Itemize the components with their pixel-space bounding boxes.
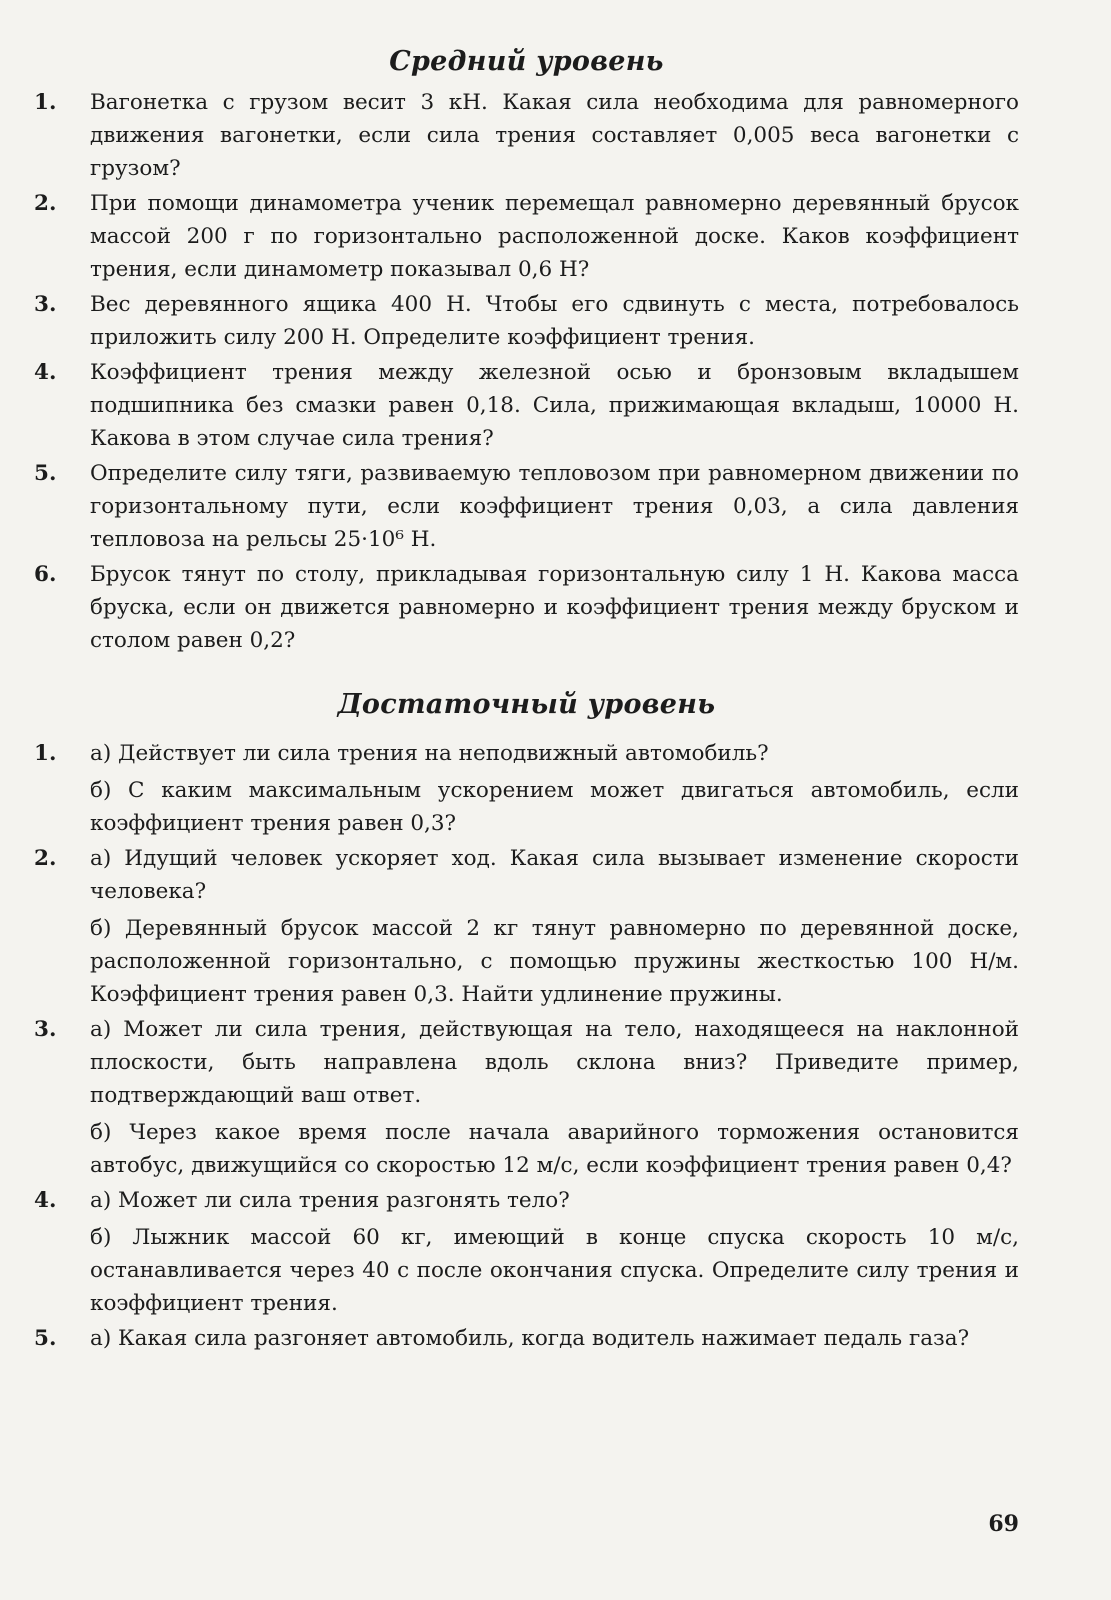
problem-part-a: а) Идущий человек ускоряет ход. Какая сила вызывает изменение скорости человека?: [90, 846, 1019, 904]
section-title-sufficient-level: Достаточный уровень: [337, 689, 716, 720]
problem-text: Коэффициент трения между железной осью и бронзовым вкладышем подшипника без смазки равен 0,18. Сила, прижимающая вкладыш, 10000 Н. Какова в этом случае сила трения?: [90, 360, 1019, 451]
problem-item: [34, 1013, 1019, 1182]
problem-item: [34, 842, 1019, 1011]
page-number: 69: [988, 1511, 1019, 1537]
problem-number: 6.: [34, 562, 57, 587]
problem-number: 4.: [34, 360, 57, 385]
problem-list-medium-level: [34, 86, 1019, 657]
problem-part-a: а) Какая сила разгоняет автомобиль, когда водитель нажимает педаль газа?: [90, 1326, 970, 1351]
problem-number: 4.: [34, 1188, 57, 1213]
problem-part-b: б) Через какое время после начала аварийного торможения остановится автобус, движущийся со скоростью 12 м/с, если коэффициент трения равен 0,4?: [90, 1120, 1019, 1178]
problem-item: [34, 288, 1019, 354]
problem-item: [34, 558, 1019, 657]
problem-number: 1.: [34, 90, 57, 115]
problem-text: Вагонетка с грузом весит 3 кН. Какая сила необходима для равномерного движения вагонетки, если сила трения составляет 0,005 веса вагонетки с грузом?: [90, 90, 1019, 181]
problem-number: 3.: [34, 292, 57, 317]
problem-number: 5.: [34, 461, 57, 486]
problem-text: Определите силу тяги, развиваемую тепловозом при равномерном движении по горизонтальному пути, если коэффициент трения 0,03, а сила давления тепловоза на рельсы 25·10⁶ Н.: [90, 461, 1019, 552]
problem-part-b: б) С каким максимальным ускорением может двигаться автомобиль, если коэффициент трения равен 0,3?: [90, 778, 1019, 836]
problem-number: 2.: [34, 846, 57, 871]
problem-item: [34, 187, 1019, 286]
problem-text: Вес деревянного ящика 400 Н. Чтобы его сдвинуть с места, потребовалось приложить силу 200 Н. Определите коэффициент трения.: [90, 292, 1019, 350]
problem-item: [34, 457, 1019, 556]
problem-number: 5.: [34, 1326, 57, 1351]
problem-part-a: а) Может ли сила трения разгонять тело?: [90, 1188, 570, 1213]
problem-text: При помощи динамометра ученик перемещал равномерно деревянный брусок массой 200 г по горизонтально расположенной доске. Каков коэффициент трения, если динамометр показывал 0,6 Н?: [90, 191, 1019, 282]
problem-item: [34, 737, 1019, 840]
problem-text: Брусок тянут по столу, прикладывая горизонтальную силу 1 Н. Какова масса бруска, если он движется равномерно и коэффициент трения между бруском и столом равен 0,2?: [90, 562, 1019, 653]
problem-item: [34, 1184, 1019, 1320]
problem-part-b: б) Деревянный брусок массой 2 кг тянут равномерно по деревянной доске, расположенной горизонтально, с помощью пружины жесткостью 100 Н/м. Коэффициент трения равен 0,3. Найти удлинение пружины.: [90, 916, 1019, 1007]
problem-number: 2.: [34, 191, 57, 216]
problem-item: [34, 86, 1019, 185]
problem-part-b: б) Лыжник массой 60 кг, имеющий в конце спуска скорость 10 м/с, останавливается через 40 с после окончания спуска. Определите силу трения и коэффициент трения.: [90, 1225, 1019, 1316]
problem-part-a: а) Действует ли сила трения на неподвижный автомобиль?: [90, 741, 769, 766]
problem-part-a: а) Может ли сила трения, действующая на тело, находящееся на наклонной плоскости, быть направлена вдоль склона вниз? Приведите пример, подтверждающий ваш ответ.: [90, 1017, 1019, 1108]
problem-item: [34, 1322, 1019, 1355]
problem-list-sufficient-level: [34, 737, 1019, 1355]
section-title-medium-level: Средний уровень: [389, 46, 664, 77]
problem-number: 3.: [34, 1017, 57, 1042]
problem-number: 1.: [34, 741, 57, 766]
problem-item: [34, 356, 1019, 455]
